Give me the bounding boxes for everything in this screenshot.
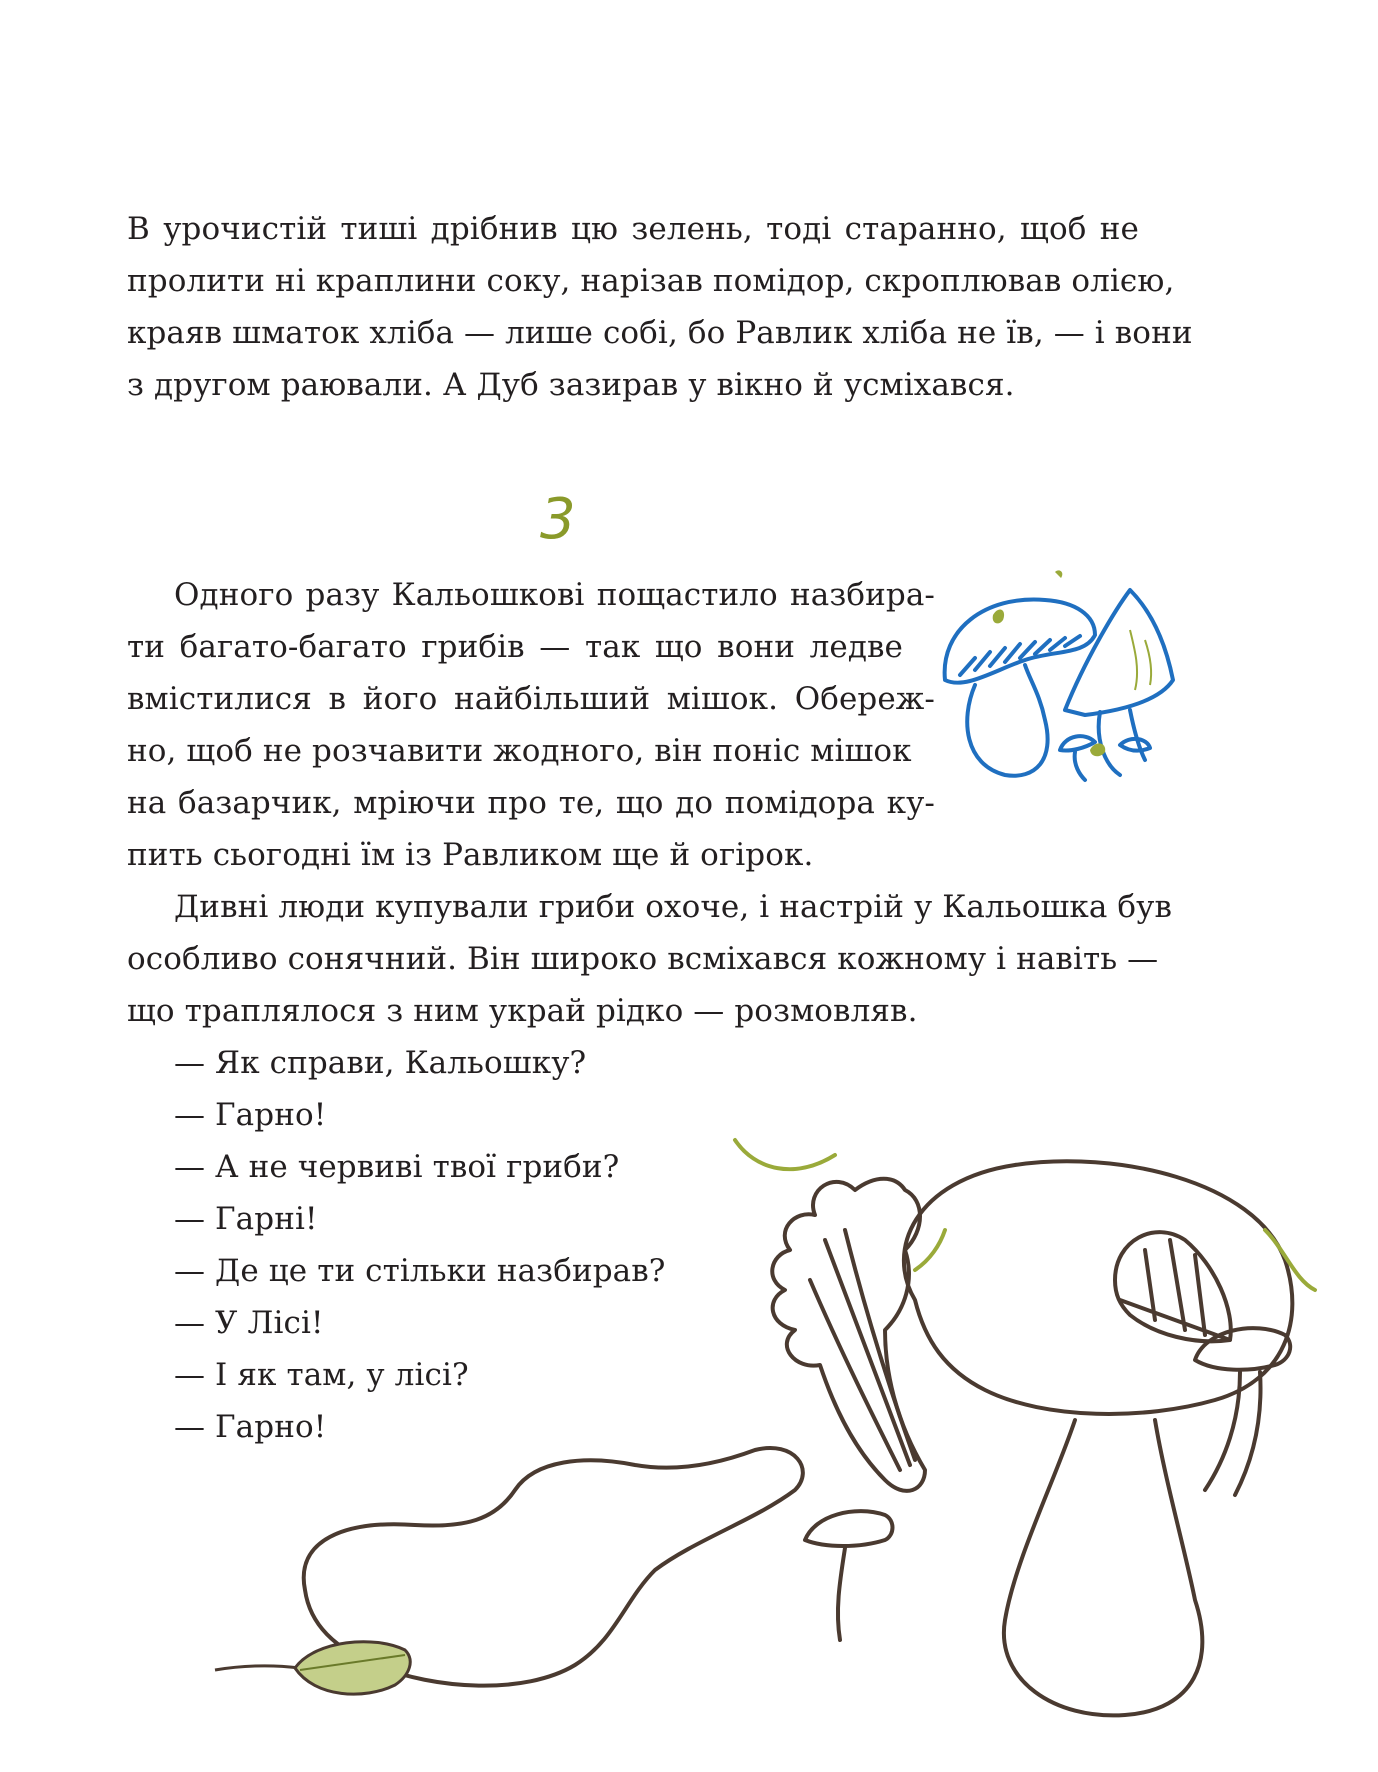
paragraph1-line-3: краяв шматок хліба — лише собі, бо Равлик хліба не їв, — і вони: [127, 315, 1193, 351]
paragraph2-line-2: ти багато-багато грибів — так що вони ледве: [127, 629, 903, 665]
dialogue-line-2: — Гарно!: [174, 1097, 327, 1133]
paragraph3-line-1: Дивні люди купували гриби охоче, і настрій у Кальошка був: [174, 889, 1173, 925]
blue-mushrooms-illustration: [935, 570, 1185, 790]
dialogue-line-4: — Гарні!: [174, 1201, 318, 1237]
paragraph1-line-2: пролити ні краплини соку, нарізав помідор, скроплював олією,: [127, 263, 1175, 299]
dialogue-line-1: — Як справи, Кальошку?: [174, 1045, 587, 1081]
dialogue-line-6: — У Лісі!: [174, 1305, 324, 1341]
brown-mushrooms-illustration: [195, 1120, 1355, 1760]
green-leaf: [215, 1642, 410, 1694]
paragraph2-line-3: вмістилися в його найбільший мішок. Обереж-: [127, 681, 935, 717]
chapter-number: 3: [540, 487, 576, 552]
paragraph3-line-3: що траплялося з ним украй рідко — розмовляв.: [127, 993, 918, 1029]
paragraph2-line-1: Одного разу Кальошкові пощастило назбира-: [174, 577, 935, 613]
dialogue-line-8: — Гарно!: [174, 1409, 327, 1445]
paragraph2-line-4: но, щоб не розчавити жодного, він поніс мішок: [127, 733, 912, 769]
dialogue-line-5: — Де це ти стільки назбирав?: [174, 1253, 666, 1289]
paragraph3-line-2: особливо сонячний. Він широко всміхався кожному і навіть —: [127, 941, 1159, 977]
paragraph1-line-4: з другом раювали. А Дуб зазирав у вікно й усміхався.: [127, 367, 1015, 403]
paragraph1-line-1: В урочистій тиші дрібнив цю зелень, тоді старанно, щоб не: [127, 211, 1139, 247]
paragraph2-line-5: на базарчик, мріючи про те, що до помідора ку-: [127, 785, 935, 821]
paragraph2-line-6: пить сьогодні їм із Равликом ще й огірок.: [127, 837, 814, 873]
dialogue-line-7: — І як там, у лісі?: [174, 1357, 469, 1393]
dialogue-line-3: — А не червиві твої гриби?: [174, 1149, 620, 1185]
